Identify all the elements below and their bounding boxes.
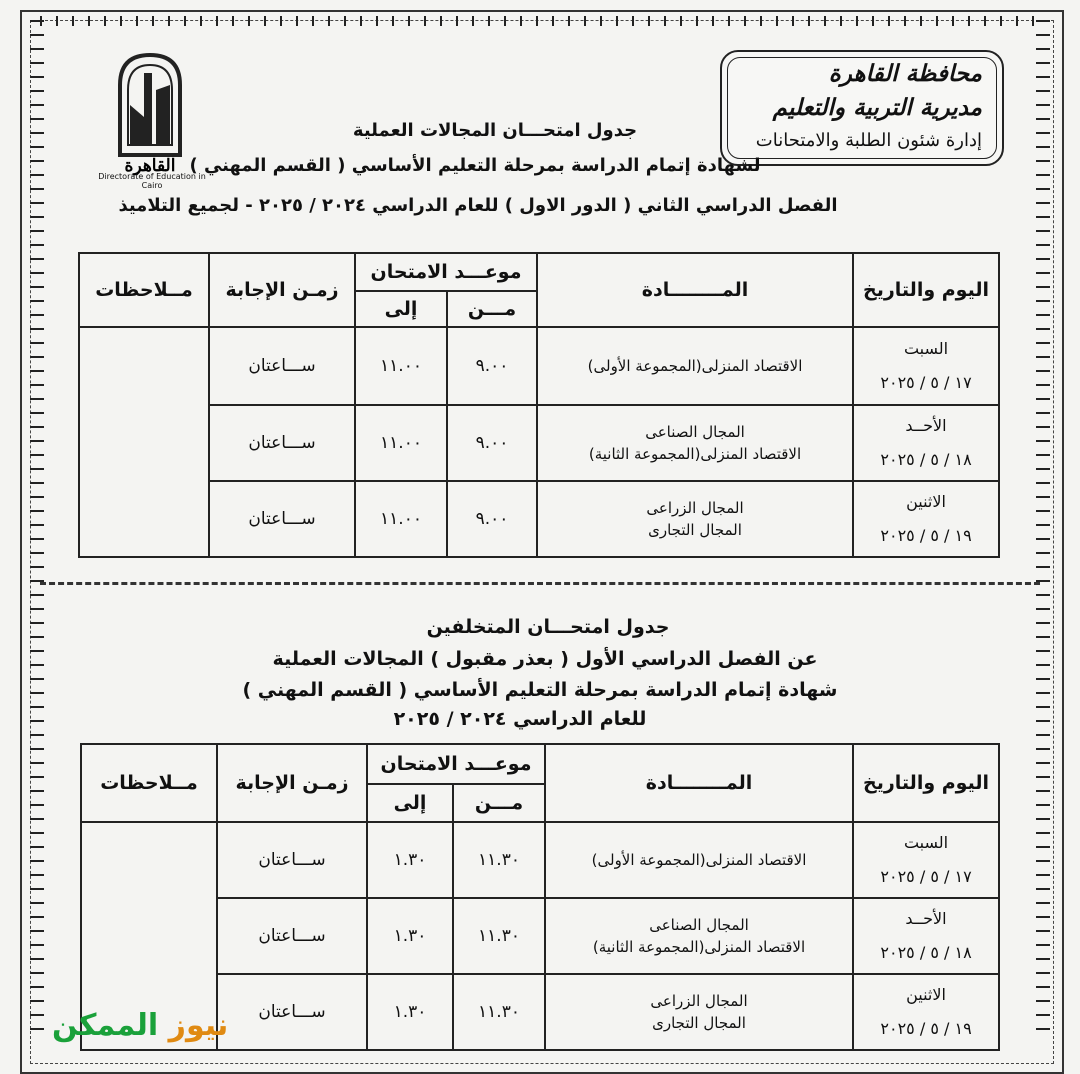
subject-line: الاقتصاد المنزلى(المجموعة الثانية) <box>588 445 802 463</box>
watermark-part2: نيوز <box>168 1008 229 1043</box>
header-subject: المــــــــادة <box>537 253 853 327</box>
subject-line: الاقتصاد المنزلى(المجموعة الثانية) <box>592 938 806 956</box>
to-time: ١١.٠٠ <box>355 405 447 481</box>
ornamental-border-top <box>40 16 1040 26</box>
table-row <box>81 822 999 898</box>
logo-caption: Directorate of Education in Cairo <box>98 172 206 190</box>
watermark-part1: الممكن <box>52 1008 159 1043</box>
header-exam-time: موعـــد الامتحان <box>367 744 545 784</box>
governorate-name: محافظة القاهرة <box>828 60 982 87</box>
header-from: مـــن <box>453 784 545 822</box>
header-day-date: اليوم والتاريخ <box>853 253 999 327</box>
office-header-box <box>720 50 1004 166</box>
notes-cell <box>79 327 209 557</box>
table-row <box>79 327 999 405</box>
from-time: ٩.٠٠ <box>447 405 537 481</box>
header-duration: زمـن الإجابة <box>209 253 355 327</box>
date-label: ١٧ / ٥ / ٢٠٢٥ <box>880 373 972 392</box>
to-time: ١١.٠٠ <box>355 327 447 405</box>
header-exam-time: موعـــد الامتحان <box>355 253 537 291</box>
header-day-date: اليوم والتاريخ <box>853 744 999 822</box>
section1-term: الفصل الدراسي الثاني ( الدور الاول ) للعام الدراسي ٢٠٢٤ / ٢٠٢٥ - لجميع التلاميذ <box>118 195 838 216</box>
section-divider <box>40 582 1040 585</box>
schedule-table-1 <box>78 252 1000 558</box>
subject-line: المجال الصناعى <box>649 916 749 934</box>
subject-line: المجال الصناعى <box>645 423 745 441</box>
duration-value: ســـاعتان <box>209 327 355 405</box>
section2-certificate: شهادة إتمام الدراسة بمرحلة التعليم الأساسي ( القسم المهني ) <box>242 679 838 701</box>
department-name: إدارة شئون الطلبة والامتحانات <box>755 130 982 151</box>
from-time: ١١.٣٠ <box>453 974 545 1050</box>
subject-line: الاقتصاد المنزلى(المجموعة الأولى) <box>587 357 803 375</box>
to-time: ١.٣٠ <box>367 822 453 898</box>
day-label: الأحــد <box>905 909 947 928</box>
subject-line: المجال الزراعى <box>650 992 748 1010</box>
table-row <box>79 481 999 557</box>
from-time: ١١.٣٠ <box>453 898 545 974</box>
to-time: ١.٣٠ <box>367 974 453 1050</box>
subject-line: الاقتصاد المنزلى(المجموعة الأولى) <box>591 851 807 869</box>
schedule-table-2 <box>80 743 1000 1051</box>
header-notes: مــلاحظات <box>79 253 209 327</box>
subject-line: المجال التجارى <box>652 1014 746 1032</box>
date-label: ١٩ / ٥ / ٢٠٢٥ <box>880 1019 972 1038</box>
ornamental-border-left <box>30 20 44 1040</box>
subject-line: المجال التجارى <box>648 521 742 539</box>
subject-line: المجال الزراعى <box>646 499 744 517</box>
from-time: ١١.٣٠ <box>453 822 545 898</box>
header-notes: مــلاحظات <box>81 744 217 822</box>
day-label: الاثنين <box>906 492 946 511</box>
table-row <box>79 405 999 481</box>
section2-year: للعام الدراسي ٢٠٢٤ / ٢٠٢٥ <box>393 708 647 730</box>
logo-text: القاهرة <box>124 156 176 176</box>
site-watermark <box>52 1008 228 1043</box>
date-label: ١٨ / ٥ / ٢٠٢٥ <box>880 450 972 469</box>
duration-value: ســـاعتان <box>217 822 367 898</box>
from-time: ٩.٠٠ <box>447 327 537 405</box>
section1-title: جدول امتحـــان المجالات العملية <box>352 120 638 141</box>
cairo-logo-icon <box>100 45 200 190</box>
day-label: السبت <box>903 833 949 852</box>
duration-value: ســـاعتان <box>209 405 355 481</box>
header-duration: زمـن الإجابة <box>217 744 367 822</box>
day-label: الأحــد <box>905 416 947 435</box>
section1-subtitle: لشهادة إتمام الدراسة بمرحلة التعليم الأساسي ( القسم المهني ) <box>189 155 761 176</box>
day-label: الاثنين <box>906 985 946 1004</box>
ornamental-border-right <box>1036 20 1050 1040</box>
table-row <box>81 898 999 974</box>
date-label: ١٧ / ٥ / ٢٠٢٥ <box>880 867 972 886</box>
date-label: ١٩ / ٥ / ٢٠٢٥ <box>880 526 972 545</box>
duration-value: ســـاعتان <box>217 898 367 974</box>
to-time: ١١.٠٠ <box>355 481 447 557</box>
header-to: إلى <box>367 784 453 822</box>
from-time: ٩.٠٠ <box>447 481 537 557</box>
duration-value: ســـاعتان <box>209 481 355 557</box>
header-subject: المــــــــادة <box>545 744 853 822</box>
directorate-name: مديرية التربية والتعليم <box>772 94 982 121</box>
section2-subtitle: عن الفصل الدراسي الأول ( بعذر مقبول ) المجالات العملية <box>272 648 818 670</box>
to-time: ١.٣٠ <box>367 898 453 974</box>
section2-title: جدول امتحـــان المتخلفين <box>426 616 670 638</box>
day-label: السبت <box>903 339 949 358</box>
duration-value: ســـاعتان <box>217 974 367 1050</box>
header-to: إلى <box>355 291 447 327</box>
header-from: مـــن <box>447 291 537 327</box>
date-label: ١٨ / ٥ / ٢٠٢٥ <box>880 943 972 962</box>
